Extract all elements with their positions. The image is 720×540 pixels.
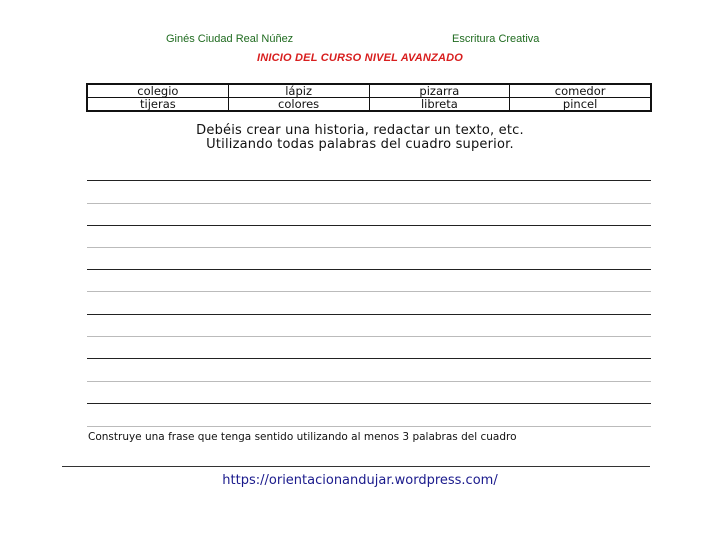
writing-line bbox=[87, 180, 651, 181]
table-cell: pincel bbox=[510, 98, 651, 111]
table-cell: tijeras bbox=[88, 98, 229, 111]
table-cell: lápiz bbox=[228, 85, 369, 98]
table-cell: libreta bbox=[369, 98, 510, 111]
instruction-line-2: Utilizando todas palabras del cuadro superior. bbox=[206, 137, 514, 152]
table-cell: pizarra bbox=[369, 85, 510, 98]
writing-line bbox=[87, 269, 651, 270]
footer-rule bbox=[62, 466, 650, 467]
writing-line bbox=[87, 403, 651, 404]
writing-line bbox=[87, 358, 651, 359]
table-row bbox=[88, 98, 651, 111]
footer-url[interactable]: https://orientacionandujar.wordpress.com/ bbox=[222, 473, 498, 488]
word-table bbox=[87, 84, 651, 111]
table-cell: colegio bbox=[88, 85, 229, 98]
writing-line bbox=[87, 426, 651, 427]
writing-line bbox=[87, 336, 651, 337]
table-cell: comedor bbox=[510, 85, 651, 98]
table-cell: colores bbox=[228, 98, 369, 111]
footer-note: Construye una frase que tenga sentido utilizando al menos 3 palabras del cuadro bbox=[88, 431, 517, 443]
writing-line bbox=[87, 291, 651, 292]
header-author: Ginés Ciudad Real Núñez bbox=[166, 33, 294, 45]
writing-line bbox=[87, 225, 651, 226]
writing-line bbox=[87, 203, 651, 204]
writing-line bbox=[87, 247, 651, 248]
page-title: INICIO DEL CURSO NIVEL AVANZADO bbox=[256, 52, 464, 64]
header-subject: Escritura Creativa bbox=[452, 33, 540, 45]
instruction-line-1: Debéis crear una historia, redactar un texto, etc. bbox=[196, 123, 524, 138]
table-row bbox=[88, 85, 651, 98]
writing-line bbox=[87, 314, 651, 315]
writing-line bbox=[87, 381, 651, 382]
